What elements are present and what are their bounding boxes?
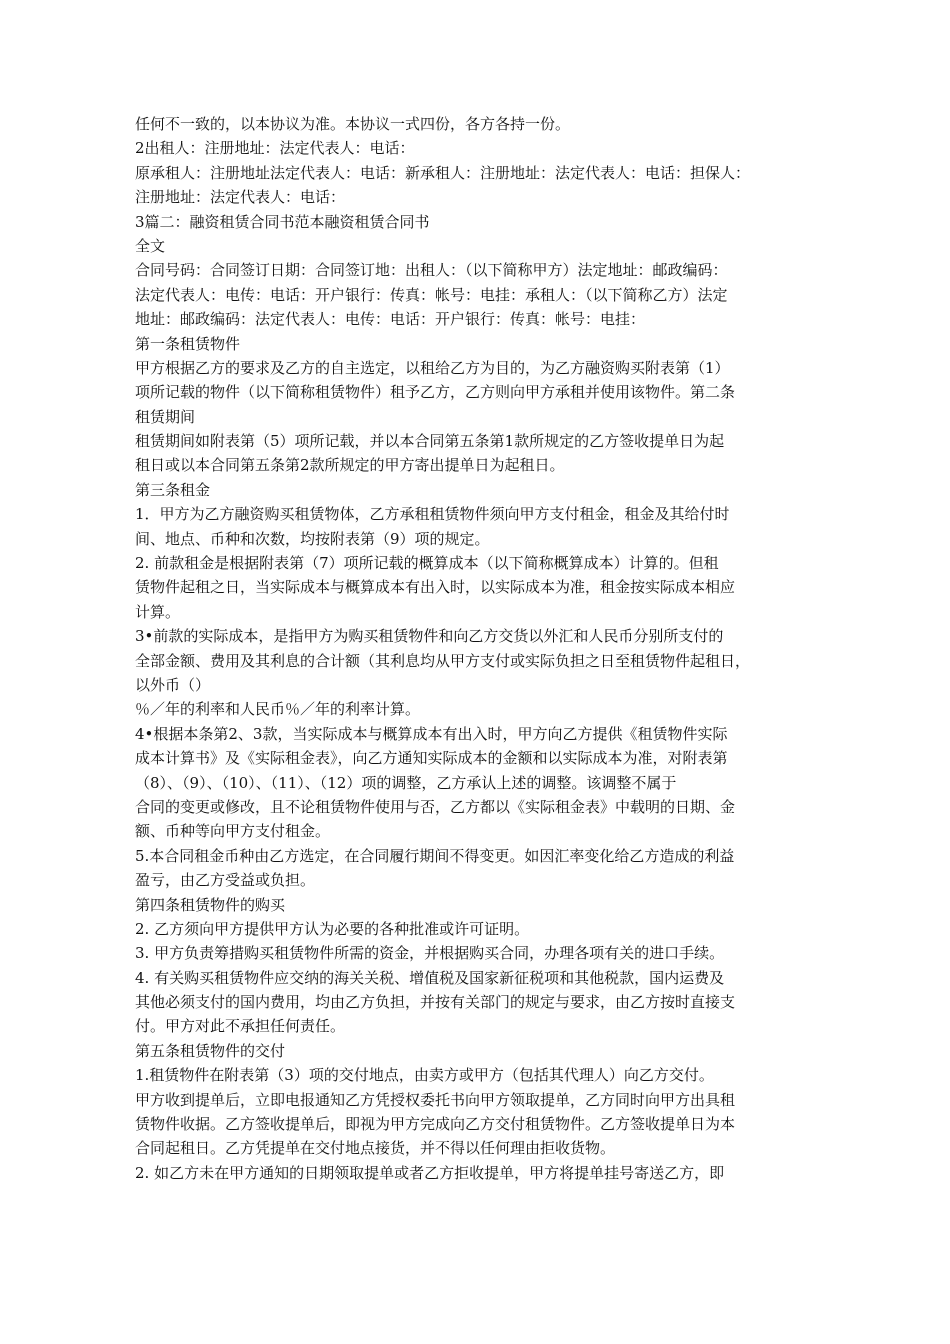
text-line: 甲方根据乙方的要求及乙方的自主选定，以租给乙方为目的，为乙方融资购买附表第（1） bbox=[135, 358, 730, 377]
text-line: 1.租赁物件在附表第（3）项的交付地点，由卖方或甲方（包括其代理人）向乙方交付。 bbox=[135, 1066, 714, 1085]
text-line: 地址：邮政编码：法定代表人：电传：电话：开户银行：传真：帐号：电挂： bbox=[135, 310, 646, 329]
text-line: 付。甲方对此不承担任何责任。 bbox=[135, 1017, 346, 1036]
text-line: 2出租人：注册地址：法定代表人：电话： bbox=[135, 139, 415, 158]
text-line: 任何不一致的，以本协议为准。本协议一式四份，各方各持一份。 bbox=[135, 115, 571, 133]
text-line: 法定代表人：电传：电话：开户银行：传真：帐号：电挂：承租人：（以下简称乙方）法定 bbox=[135, 285, 728, 304]
text-line: 全文 bbox=[135, 236, 166, 255]
text-line: 4. 有关购买租赁物件应交纳的海关关税、增值税及国家新征税项和其他税款，国内运费及 bbox=[135, 968, 725, 987]
text-line: 合同号码：合同签订日期：合同签订地：出租人：（以下简称甲方）法定地址：邮政编码： bbox=[135, 261, 728, 280]
text-line: 全部金额、费用及其利息的合计额（其利息均从甲方支付或实际负担之日至租赁物件起租日， bbox=[135, 651, 751, 670]
text-line: 2. 前款租金是根据附表第（7）项所记载的概算成本（以下简称概算成本）计算的。但租 bbox=[135, 554, 719, 573]
text-line: 5.本合同租金币种由乙方选定，在合同履行期间不得变更。如因汇率变化给乙方造成的利益 bbox=[135, 846, 735, 865]
text-line: 租赁期间如附表第（5）项所记载，并以本合同第五条第1款所规定的乙方签收提单日为起 bbox=[135, 432, 725, 451]
text-line: 其他必须支付的国内费用，均由乙方负担，并按有关部门的规定与要求，由乙方按时直接支 bbox=[135, 993, 736, 1012]
text-line: 4•根据本条第2、3款，当实际成本与概算成本有出入时，甲方向乙方提供《租赁物件实际 bbox=[135, 724, 728, 743]
text-line: 项所记载的物件（以下简称租赁物件）租予乙方，乙方则向甲方承租并使用该物件。第二条 bbox=[135, 383, 736, 402]
text-line: 原承租人：注册地址法定代表人：电话：新承租人：注册地址：法定代表人：电话：担保人： bbox=[135, 163, 751, 182]
text-line: 赁物件收据。乙方签收提单后，即视为甲方完成向乙方交付租赁物件。乙方签收提单日为本 bbox=[135, 1115, 736, 1134]
text-line: 第四条租赁物件的购买 bbox=[135, 895, 286, 914]
text-line: 3•前款的实际成本，是指甲方为购买租赁物件和向乙方交货以外汇和人民币分别所支付的 bbox=[135, 627, 724, 646]
text-line: （8）、（9）、（10）、（11）、（12）项的调整，乙方承认上述的调整。该调整不属于 bbox=[135, 773, 677, 792]
text-line: 成本计算书》及《实际租金表》，向乙方通知实际成本的金额和以实际成本为准，对附表第 bbox=[135, 749, 728, 768]
text-line: 甲方收到提单后，立即电报通知乙方凭授权委托书向甲方领取提单，乙方同时向甲方出具租 bbox=[135, 1090, 736, 1109]
text-line: 计算。 bbox=[135, 602, 181, 621]
text-line: 3篇二：融资租赁合同书范本融资租赁合同书 bbox=[135, 212, 430, 231]
text-line: 以外币（） bbox=[135, 675, 211, 694]
text-line: 租日或以本合同第五条第2款所规定的甲方寄出提单日为起租日。 bbox=[135, 456, 565, 475]
text-line: 盈亏，由乙方受益或负担。 bbox=[135, 871, 316, 890]
text-line: 合同的变更或修改，且不论租赁物件使用与否，乙方都以《实际租金表》中载明的日期、金 bbox=[135, 797, 736, 816]
text-line: 租赁期间 bbox=[135, 407, 196, 426]
text-line: 2. 如乙方未在甲方通知的日期领取提单或者乙方拒收提单，甲方将提单挂号寄送乙方，即 bbox=[135, 1163, 725, 1182]
text-line: 3. 甲方负责筹措购买租赁物件所需的资金，并根据购买合同，办理各项有关的进口手续。 bbox=[135, 944, 725, 963]
text-line: 赁物件起租之日，当实际成本与概算成本有出入时，以实际成本为准，租金按实际成本相应 bbox=[135, 578, 736, 597]
text-line: 第五条租赁物件的交付 bbox=[135, 1041, 286, 1060]
text-line: 合同起租日。乙方凭提单在交付地点接货，并不得以任何理由拒收货物。 bbox=[135, 1139, 616, 1158]
document-page bbox=[135, 112, 820, 1185]
text-line: 间、地点、币种和次数，均按附表第（9）项的规定。 bbox=[135, 529, 490, 548]
text-line: 1．甲方为乙方融资购买租赁物体，乙方承租租赁物件须向甲方支付租金，租金及其给付时 bbox=[135, 505, 730, 524]
text-line: 注册地址：法定代表人：电话： bbox=[135, 188, 346, 207]
text-line: ％／年的利率和人民币％／年的利率计算。 bbox=[135, 700, 421, 719]
text-line: 第三条租金 bbox=[135, 480, 211, 499]
text-line: 2. 乙方须向甲方提供甲方认为必要的各种批准或许可证明。 bbox=[135, 919, 530, 938]
text-line: 第一条租赁物件 bbox=[135, 334, 241, 353]
text-line: 额、币种等向甲方支付租金。 bbox=[135, 822, 331, 841]
